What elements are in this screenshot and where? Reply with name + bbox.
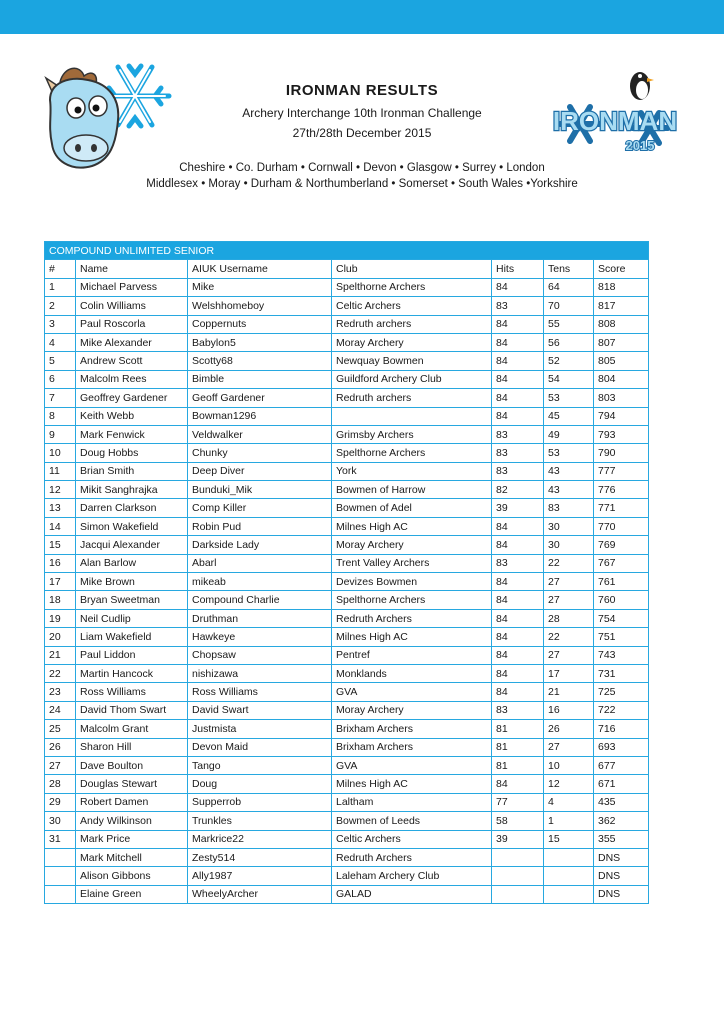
cell-score: DNS [594, 867, 649, 885]
cell-rank: 19 [45, 609, 76, 627]
cell-score: 793 [594, 425, 649, 443]
cell-score: 770 [594, 517, 649, 535]
cell-rank: 3 [45, 315, 76, 333]
cell-hits: 83 [492, 462, 544, 480]
table-row [45, 536, 649, 554]
cell-score: 693 [594, 738, 649, 756]
cell-score: 677 [594, 756, 649, 774]
cell-club: Spelthorne Archers [332, 278, 492, 296]
cell-hits: 83 [492, 554, 544, 572]
col-header-name: Name [76, 260, 188, 278]
cell-tens: 49 [544, 425, 594, 443]
cell-name: Neil Cudlip [76, 609, 188, 627]
event-date: 27th/28th December 2015 [292, 126, 432, 140]
cell-name: Mark Fenwick [76, 425, 188, 443]
cell-rank: 25 [45, 720, 76, 738]
table-row [45, 609, 649, 627]
table-row [45, 830, 649, 848]
cell-name: Mikit Sanghrajka [76, 481, 188, 499]
cell-tens: 70 [544, 297, 594, 315]
table-row [45, 333, 649, 351]
cell-hits [492, 867, 544, 885]
cell-rank: 10 [45, 444, 76, 462]
cell-name: Colin Williams [76, 297, 188, 315]
cell-hits: 84 [492, 573, 544, 591]
cell-name: Andrew Scott [76, 352, 188, 370]
cell-club: Newquay Bowmen [332, 352, 492, 370]
cell-rank: 30 [45, 812, 76, 830]
cell-club: Devizes Bowmen [332, 573, 492, 591]
col-header-username: AIUK Username [188, 260, 332, 278]
cell-username: Deep Diver [188, 462, 332, 480]
cell-tens: 43 [544, 462, 594, 480]
cell-tens: 30 [544, 536, 594, 554]
cell-username: nishizawa [188, 664, 332, 682]
cell-tens: 83 [544, 499, 594, 517]
cell-score: 767 [594, 554, 649, 572]
table-row [45, 646, 649, 664]
cell-name: Bryan Sweetman [76, 591, 188, 609]
cell-username: Markrice22 [188, 830, 332, 848]
cell-username: Supperrob [188, 793, 332, 811]
table-row [45, 591, 649, 609]
cell-name: Alison Gibbons [76, 867, 188, 885]
cell-tens: 10 [544, 756, 594, 774]
cell-score: 761 [594, 573, 649, 591]
cell-username: Babylon5 [188, 333, 332, 351]
cell-name: Darren Clarkson [76, 499, 188, 517]
cell-hits [492, 848, 544, 866]
cell-club: GVA [332, 756, 492, 774]
cell-club: Moray Archery [332, 536, 492, 554]
cell-hits: 84 [492, 389, 544, 407]
cell-score: 804 [594, 370, 649, 388]
cell-username: Doug [188, 775, 332, 793]
cell-hits: 84 [492, 407, 544, 425]
cell-hits: 84 [492, 646, 544, 664]
cell-club: GVA [332, 683, 492, 701]
cell-score: 743 [594, 646, 649, 664]
cell-hits: 84 [492, 664, 544, 682]
cell-score: DNS [594, 885, 649, 903]
cell-tens: 1 [544, 812, 594, 830]
table-row [45, 425, 649, 443]
cell-club: Moray Archery [332, 333, 492, 351]
cell-club: Redruth Archers [332, 848, 492, 866]
cell-score: 818 [594, 278, 649, 296]
cell-club: Laleham Archery Club [332, 867, 492, 885]
table-row [45, 499, 649, 517]
cell-club: GALAD [332, 885, 492, 903]
cell-hits: 81 [492, 738, 544, 756]
cell-score: 671 [594, 775, 649, 793]
cell-rank: 1 [45, 278, 76, 296]
table-row [45, 628, 649, 646]
cell-score: 435 [594, 793, 649, 811]
cell-name: Simon Wakefield [76, 517, 188, 535]
col-header-tens: Tens [544, 260, 594, 278]
cell-club: Milnes High AC [332, 775, 492, 793]
table-row [45, 370, 649, 388]
cell-username: Chopsaw [188, 646, 332, 664]
table-row [45, 297, 649, 315]
cell-hits: 84 [492, 683, 544, 701]
cell-rank: 2 [45, 297, 76, 315]
logo-text: IRONMAN [552, 106, 678, 136]
cell-tens: 30 [544, 517, 594, 535]
table-row [45, 573, 649, 591]
cell-name: Michael Parvess [76, 278, 188, 296]
cell-name: Mark Price [76, 830, 188, 848]
cell-tens: 27 [544, 646, 594, 664]
top-accent-bar [0, 0, 724, 34]
cell-score: 731 [594, 664, 649, 682]
cell-name: Mike Alexander [76, 333, 188, 351]
table-row [45, 517, 649, 535]
cell-score: 776 [594, 481, 649, 499]
cell-name: Dave Boulton [76, 756, 188, 774]
cell-rank: 27 [45, 756, 76, 774]
cell-score: 722 [594, 701, 649, 719]
cell-hits: 83 [492, 444, 544, 462]
cell-tens: 56 [544, 333, 594, 351]
cell-rank [45, 885, 76, 903]
cell-tens: 54 [544, 370, 594, 388]
cell-name: Brian Smith [76, 462, 188, 480]
cell-name: Robert Damen [76, 793, 188, 811]
cell-rank: 21 [45, 646, 76, 664]
cell-username: David Swart [188, 701, 332, 719]
cell-tens: 53 [544, 444, 594, 462]
column-header-row [45, 260, 649, 278]
table-row [45, 554, 649, 572]
cell-name: Keith Webb [76, 407, 188, 425]
cell-name: David Thom Swart [76, 701, 188, 719]
cell-name: Douglas Stewart [76, 775, 188, 793]
cell-score: 769 [594, 536, 649, 554]
cell-score: 794 [594, 407, 649, 425]
cell-tens: 26 [544, 720, 594, 738]
cell-name: Liam Wakefield [76, 628, 188, 646]
table-row [45, 812, 649, 830]
cell-hits: 82 [492, 481, 544, 499]
cell-username: Robin Pud [188, 517, 332, 535]
cell-tens [544, 867, 594, 885]
cell-rank [45, 848, 76, 866]
cell-score: 817 [594, 297, 649, 315]
cell-score: 716 [594, 720, 649, 738]
cell-username: Bunduki_Mik [188, 481, 332, 499]
cell-club: Milnes High AC [332, 517, 492, 535]
cell-name: Malcolm Grant [76, 720, 188, 738]
cell-hits: 83 [492, 425, 544, 443]
cell-name: Paul Liddon [76, 646, 188, 664]
cell-tens: 27 [544, 591, 594, 609]
cell-name: Andy Wilkinson [76, 812, 188, 830]
cell-rank: 12 [45, 481, 76, 499]
cell-name: Doug Hobbs [76, 444, 188, 462]
event-subtitle: Archery Interchange 10th Ironman Challenge [242, 106, 482, 120]
cell-username: Scotty68 [188, 352, 332, 370]
table-row [45, 389, 649, 407]
cell-hits: 83 [492, 297, 544, 315]
cell-club: Milnes High AC [332, 628, 492, 646]
cell-club: Spelthorne Archers [332, 591, 492, 609]
counties-line-2: Middlesex • Moray • Durham & Northumberland • Somerset • South Wales •Yorkshire [146, 178, 578, 190]
logo-year: 2015 [625, 138, 655, 153]
cell-name: Ross Williams [76, 683, 188, 701]
cell-rank: 17 [45, 573, 76, 591]
cell-hits: 39 [492, 499, 544, 517]
cell-rank: 5 [45, 352, 76, 370]
cell-rank: 26 [45, 738, 76, 756]
cell-hits: 84 [492, 315, 544, 333]
table-row [45, 664, 649, 682]
cell-club: Redruth archers [332, 315, 492, 333]
cell-tens: 12 [544, 775, 594, 793]
cell-score: DNS [594, 848, 649, 866]
table-row [45, 756, 649, 774]
cell-hits: 58 [492, 812, 544, 830]
cell-club: Guildford Archery Club [332, 370, 492, 388]
cell-username: Bimble [188, 370, 332, 388]
cell-score: 771 [594, 499, 649, 517]
ironman-penguin-logo-icon [540, 66, 690, 176]
cell-username: Mike [188, 278, 332, 296]
cell-hits: 81 [492, 720, 544, 738]
cell-club: Pentref [332, 646, 492, 664]
cell-rank [45, 867, 76, 885]
cell-rank: 4 [45, 333, 76, 351]
cell-score: 807 [594, 333, 649, 351]
cell-hits: 84 [492, 628, 544, 646]
cell-club: Redruth archers [332, 389, 492, 407]
table-row [45, 315, 649, 333]
cell-score: 751 [594, 628, 649, 646]
cell-tens: 21 [544, 683, 594, 701]
cell-tens: 55 [544, 315, 594, 333]
col-header-hits: Hits [492, 260, 544, 278]
cell-tens: 17 [544, 664, 594, 682]
cell-name: Paul Roscorla [76, 315, 188, 333]
cell-club [332, 407, 492, 425]
cell-username: WheelyArcher [188, 885, 332, 903]
cell-club: Bowmen of Harrow [332, 481, 492, 499]
cell-club: Laltham [332, 793, 492, 811]
cell-tens [544, 848, 594, 866]
cell-club: Moray Archery [332, 701, 492, 719]
cell-username: Tango [188, 756, 332, 774]
cell-username: Coppernuts [188, 315, 332, 333]
cell-score: 760 [594, 591, 649, 609]
cell-club: Celtic Archers [332, 830, 492, 848]
cell-tens: 64 [544, 278, 594, 296]
cell-rank: 29 [45, 793, 76, 811]
cell-club: Brixham Archers [332, 720, 492, 738]
cell-tens: 22 [544, 628, 594, 646]
cell-hits: 39 [492, 830, 544, 848]
cell-username: Chunky [188, 444, 332, 462]
cell-score: 808 [594, 315, 649, 333]
cell-tens: 16 [544, 701, 594, 719]
cell-rank: 7 [45, 389, 76, 407]
category-title: COMPOUND UNLIMITED SENIOR [45, 242, 649, 260]
table-row [45, 444, 649, 462]
table-row [45, 885, 649, 903]
cell-tens: 15 [544, 830, 594, 848]
cell-tens [544, 885, 594, 903]
cell-rank: 20 [45, 628, 76, 646]
cell-username: Ross Williams [188, 683, 332, 701]
cell-hits [492, 885, 544, 903]
cell-username: mikeab [188, 573, 332, 591]
cell-hits: 84 [492, 352, 544, 370]
cell-hits: 84 [492, 609, 544, 627]
table-row [45, 407, 649, 425]
cell-tens: 43 [544, 481, 594, 499]
cell-club: York [332, 462, 492, 480]
cell-username: Druthman [188, 609, 332, 627]
table-row [45, 462, 649, 480]
cell-username: Compound Charlie [188, 591, 332, 609]
cell-username: Hawkeye [188, 628, 332, 646]
cell-username: Geoff Gardener [188, 389, 332, 407]
table-row [45, 352, 649, 370]
page-title: IRONMAN RESULTS [285, 82, 439, 99]
table-row [45, 848, 649, 866]
cell-score: 725 [594, 683, 649, 701]
cell-club: Grimsby Archers [332, 425, 492, 443]
cell-club: Redruth Archers [332, 609, 492, 627]
cell-rank: 11 [45, 462, 76, 480]
table-row [45, 278, 649, 296]
cell-name: Martin Hancock [76, 664, 188, 682]
cell-hits: 84 [492, 517, 544, 535]
cell-rank: 16 [45, 554, 76, 572]
cell-club: Celtic Archers [332, 297, 492, 315]
results-table [44, 241, 649, 904]
table-row [45, 720, 649, 738]
cell-hits: 83 [492, 701, 544, 719]
table-row [45, 683, 649, 701]
cell-rank: 24 [45, 701, 76, 719]
cell-tens: 45 [544, 407, 594, 425]
cell-hits: 84 [492, 536, 544, 554]
cell-score: 803 [594, 389, 649, 407]
cell-name: Alan Barlow [76, 554, 188, 572]
results-body [45, 278, 649, 903]
cell-username: Comp Killer [188, 499, 332, 517]
col-header-rank: # [45, 260, 76, 278]
cell-score: 777 [594, 462, 649, 480]
col-header-club: Club [332, 260, 492, 278]
cell-rank: 23 [45, 683, 76, 701]
cell-rank: 22 [45, 664, 76, 682]
cell-rank: 28 [45, 775, 76, 793]
cell-club: Monklands [332, 664, 492, 682]
cell-username: Zesty514 [188, 848, 332, 866]
table-row [45, 738, 649, 756]
cell-username: Darkside Lady [188, 536, 332, 554]
cell-club: Bowmen of Adel [332, 499, 492, 517]
cell-club: Trent Valley Archers [332, 554, 492, 572]
cell-name: Geoffrey Gardener [76, 389, 188, 407]
cell-username: Trunkles [188, 812, 332, 830]
cell-rank: 31 [45, 830, 76, 848]
cell-rank: 6 [45, 370, 76, 388]
cell-rank: 18 [45, 591, 76, 609]
cell-hits: 77 [492, 793, 544, 811]
cell-username: Veldwalker [188, 425, 332, 443]
cell-hits: 84 [492, 775, 544, 793]
cell-rank: 13 [45, 499, 76, 517]
cell-hits: 84 [492, 370, 544, 388]
cell-rank: 15 [45, 536, 76, 554]
cell-rank: 14 [45, 517, 76, 535]
table-row [45, 867, 649, 885]
cell-score: 805 [594, 352, 649, 370]
cell-username: Welshhomeboy [188, 297, 332, 315]
cell-tens: 27 [544, 573, 594, 591]
cell-club: Spelthorne Archers [332, 444, 492, 462]
cell-name: Sharon Hill [76, 738, 188, 756]
table-row [45, 793, 649, 811]
cell-tens: 22 [544, 554, 594, 572]
cell-hits: 81 [492, 756, 544, 774]
cell-username: Justmista [188, 720, 332, 738]
cell-hits: 84 [492, 591, 544, 609]
counties-line-1: Cheshire • Co. Durham • Cornwall • Devon • Glasgow • Surrey • London [179, 162, 545, 174]
cell-hits: 84 [492, 333, 544, 351]
cell-club: Brixham Archers [332, 738, 492, 756]
cell-name: Mike Brown [76, 573, 188, 591]
table-row [45, 775, 649, 793]
cell-username: Devon Maid [188, 738, 332, 756]
table-row [45, 481, 649, 499]
cell-tens: 27 [544, 738, 594, 756]
cell-rank: 9 [45, 425, 76, 443]
cell-tens: 4 [544, 793, 594, 811]
cell-username: Ally1987 [188, 867, 332, 885]
category-header-row [45, 242, 649, 260]
cell-score: 362 [594, 812, 649, 830]
col-header-score: Score [594, 260, 649, 278]
cell-score: 790 [594, 444, 649, 462]
cell-tens: 53 [544, 389, 594, 407]
table-row [45, 701, 649, 719]
cell-username: Bowman1296 [188, 407, 332, 425]
cell-name: Jacqui Alexander [76, 536, 188, 554]
cell-hits: 84 [492, 278, 544, 296]
cell-name: Mark Mitchell [76, 848, 188, 866]
cell-rank: 8 [45, 407, 76, 425]
page-header [0, 34, 724, 204]
cell-name: Malcolm Rees [76, 370, 188, 388]
cell-club: Bowmen of Leeds [332, 812, 492, 830]
cell-name: Elaine Green [76, 885, 188, 903]
cell-tens: 52 [544, 352, 594, 370]
cell-score: 355 [594, 830, 649, 848]
cell-score: 754 [594, 609, 649, 627]
cell-username: Abarl [188, 554, 332, 572]
cell-tens: 28 [544, 609, 594, 627]
